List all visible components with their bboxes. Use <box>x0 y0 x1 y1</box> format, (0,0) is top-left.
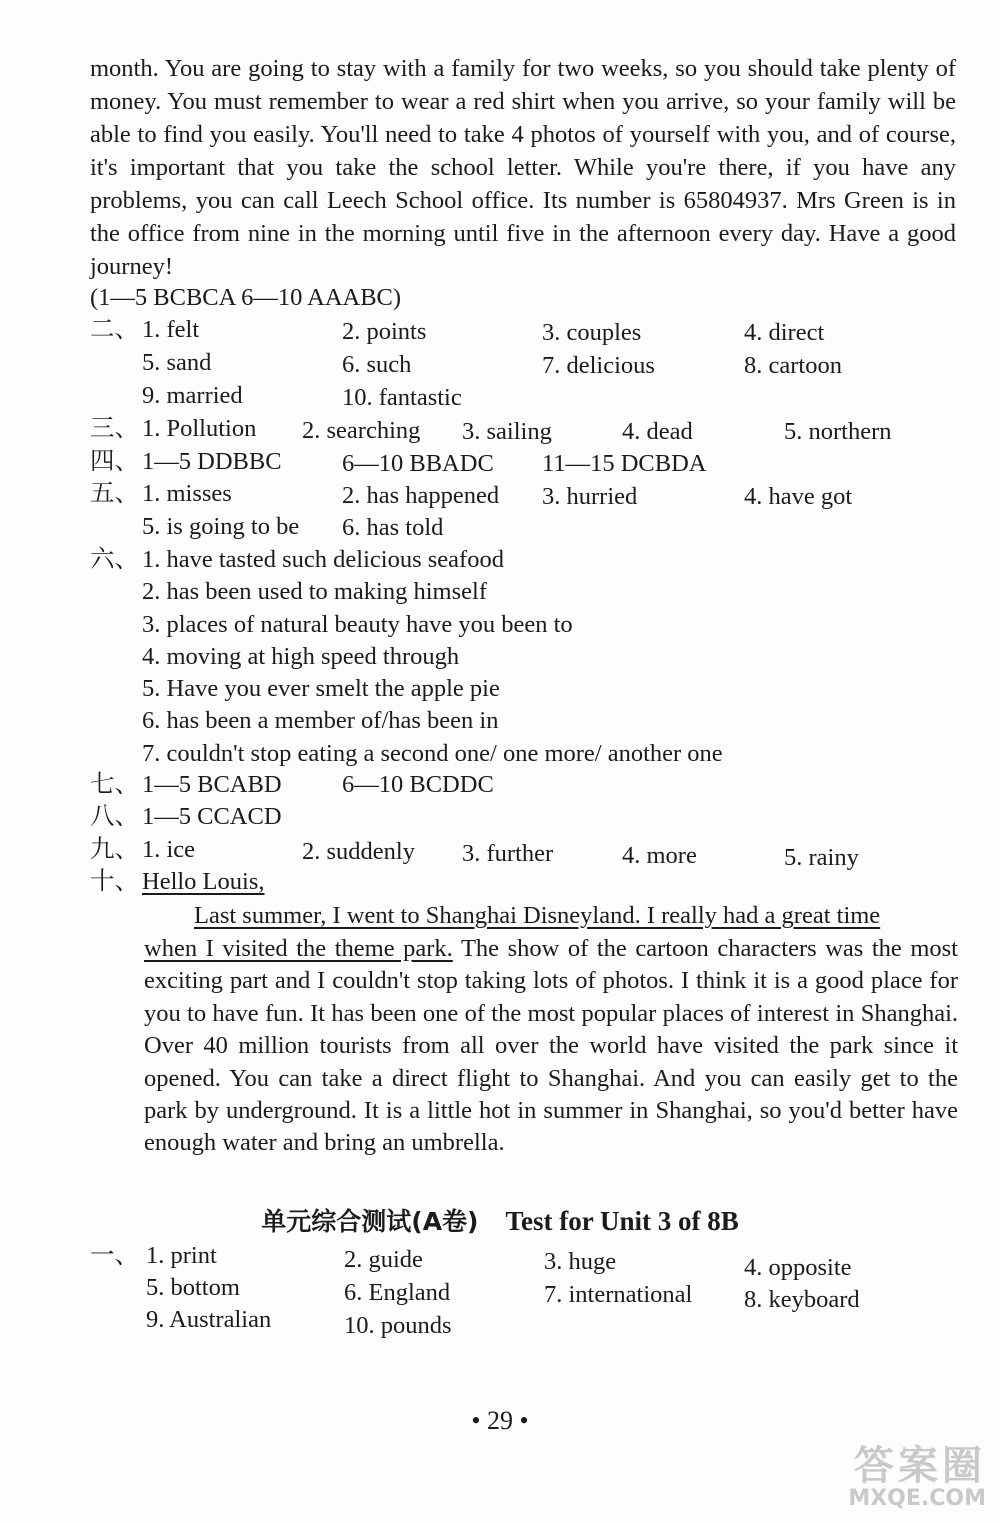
listening-answers: (1—5 BCBCA 6—10 AAABC) <box>90 284 402 311</box>
answer-item: 10. fantastic <box>342 384 462 411</box>
answer-item: 6—10 BBADC <box>342 450 494 477</box>
answer-item: 2. guide <box>344 1246 423 1273</box>
answer-item: 5. northern <box>784 418 892 445</box>
answer-item: 7. international <box>544 1281 693 1308</box>
answer-item: 6. England <box>344 1279 451 1306</box>
letter-body-block <box>144 933 958 1160</box>
answer-item: 1—5 CCACD <box>142 803 282 830</box>
answer-item: 2. points <box>342 318 427 345</box>
answer-item: 6—10 BCDDC <box>342 771 494 798</box>
answer-item: 9. married <box>142 382 243 409</box>
page-number: • 29 • <box>471 1406 529 1435</box>
answer-item: 1. Pollution <box>142 415 257 442</box>
answer-item: 1. have tasted such delicious seafood <box>142 546 504 573</box>
answer-item: 3. places of natural beauty have you been to <box>142 611 573 638</box>
answer-item: 2. has been used to making himself <box>142 578 487 605</box>
section-9-number: 九、 <box>90 836 139 863</box>
answer-item: 8. cartoon <box>744 352 842 379</box>
answer-item: 5. bottom <box>146 1274 240 1301</box>
answer-item: 4. dead <box>622 418 693 445</box>
section-6-number: 六、 <box>90 546 139 573</box>
answer-item: 7. couldn't stop eating a second one/ one more/ another one <box>142 740 723 767</box>
watermark-url: MXQE.COM <box>848 1486 986 1511</box>
answer-item: 10. pounds <box>344 1312 452 1339</box>
answer-item: 1. ice <box>142 836 196 863</box>
answer-item: 1—5 BCABD <box>142 771 282 798</box>
answer-item: 3. further <box>462 840 554 867</box>
section-3-number: 三、 <box>90 415 139 442</box>
answer-item: 7. delicious <box>542 352 655 379</box>
listening-script-paragraph: month. You are going to stay with a family for two weeks, so you should take plenty of money. You must remember to wear a red shirt when you arrive, so your family will be able to find you easily. You'll need to take 4 photos of yourself with you, and of course, it's important that you take the school letter. While you're there, if you have any problems, you can call Leech School office. Its number is 65804937. Mrs Green is in the office from nine in the morning until five in the afternoon every day. Have a good journey! <box>90 55 956 280</box>
answer-item: 5. rainy <box>784 844 859 871</box>
answer-item: 4. more <box>622 842 697 869</box>
answer-item: 2. searching <box>302 417 421 444</box>
answer-item: 1—5 DDBBC <box>142 448 282 475</box>
unit-test-title-en: Test for Unit 3 of 8B <box>505 1206 739 1236</box>
answer-item: 1. felt <box>142 316 200 343</box>
section-4-number: 四、 <box>90 448 139 475</box>
unit-test-title <box>0 1202 1000 1238</box>
answer-item: 3. hurried <box>542 483 638 510</box>
answer-item: 5. Have you ever smelt the apple pie <box>142 675 500 702</box>
section-10-number: 十、 <box>90 868 139 895</box>
answer-item: 4. opposite <box>744 1254 852 1281</box>
answer-item: 11—15 DCBDA <box>542 450 707 477</box>
answer-item: 1. misses <box>142 480 232 507</box>
answer-item: 6. has told <box>342 514 444 541</box>
answer-item: 5. sand <box>142 349 212 376</box>
section-5-number: 五、 <box>90 480 139 507</box>
answer-item: 6. such <box>342 351 412 378</box>
watermark <box>848 1445 986 1511</box>
answer-item: 3. huge <box>544 1248 617 1275</box>
answer-item: 6. has been a member of/has been in <box>142 707 499 734</box>
letter-underlined-continuation: when I visited the theme park. <box>144 935 453 962</box>
answer-item: 1. print <box>146 1242 217 1269</box>
watermark-logo-text: 答案圈 <box>854 1443 986 1489</box>
letter-opening-underlined: Last summer, I went to Shanghai Disneyland. I really had a great time <box>194 902 881 929</box>
answer-item: 3. sailing <box>462 418 552 445</box>
section-2-number: 二、 <box>90 316 139 343</box>
section-8-number: 八、 <box>90 803 139 830</box>
answer-item: 4. direct <box>744 319 825 346</box>
letter-greeting: Hello Louis, <box>142 868 265 895</box>
answer-item: 4. moving at high speed through <box>142 643 460 670</box>
unit-test-title-zh: 单元综合测试(A卷) <box>261 1207 479 1236</box>
answer-item: 3. couples <box>542 319 642 346</box>
answer-item: 2. has happened <box>342 482 500 509</box>
answer-item: 2. suddenly <box>302 838 415 865</box>
answer-item: 9. Australian <box>146 1306 272 1333</box>
letter-body: The show of the cartoon characters was the most exciting part and I couldn't stop taking lots of photos. I think it is a good place for you to have fun. It has been one of the most popular places of interest in Shanghai. Over 40 million tourists from all over the world have visited the park since it opened. You can take a direct flight to Shanghai. And you can easily get to the park by underground. It is a little hot in summer in Shanghai, so you'd better have enough water and bring an umbrella. <box>144 935 958 1157</box>
answer-item: 4. have got <box>744 483 853 510</box>
section-7-number: 七、 <box>90 771 139 798</box>
section-1-number: 一、 <box>90 1242 139 1269</box>
answer-item: 8. keyboard <box>744 1286 860 1313</box>
answer-item: 5. is going to be <box>142 513 300 540</box>
